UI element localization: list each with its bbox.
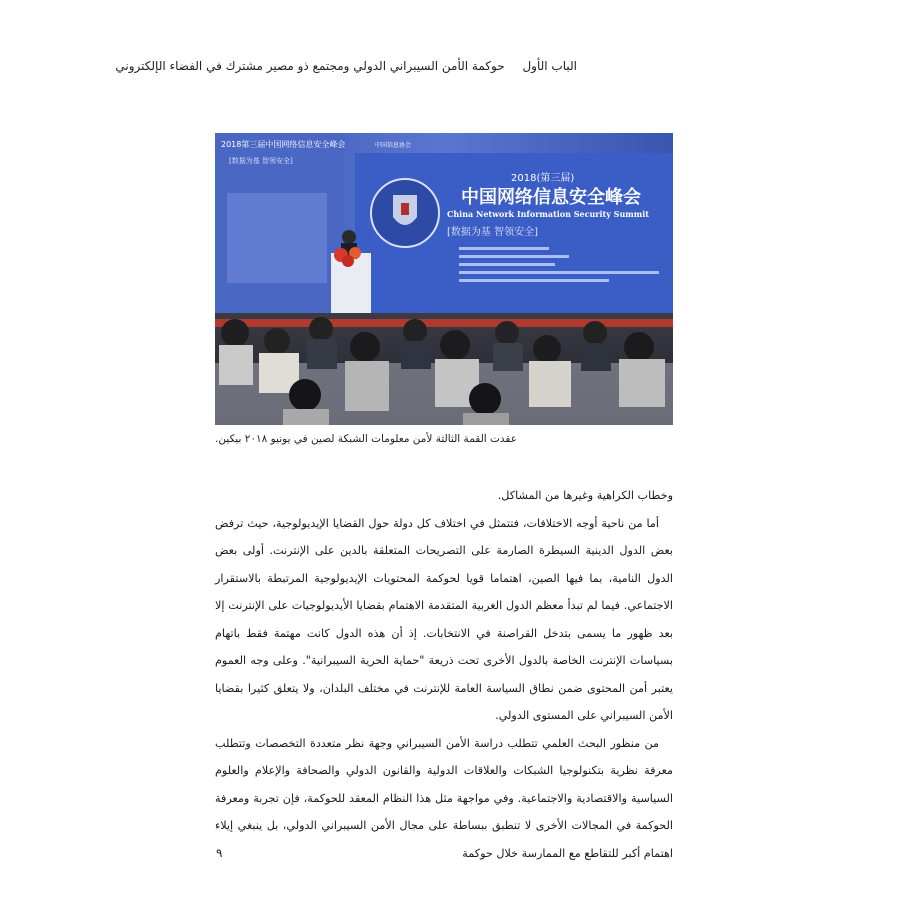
top-logo-text: 中国信息协会: [375, 142, 412, 149]
page-number: ٩: [216, 846, 223, 860]
paragraph: أما من ناحية أوجه الاختلافات، فتتمثل في اختلاف كل دولة حول القضايا الإيديولوجية، حيث ترفض بعض الدول الدينية السيطرة الصارمة على التصريحات المتعلقة بالدين على الإنترنت. أولى بعض الدول النامية، بما فيها الصين، اهتماما قويا لحوكمة المحتويات الإيديولوجية المرتبطة بالاستقرار الاجتماعي. فيما لم تبدأ معظم الدول الغربية المتقدمة الاهتمام بقضايا الأيديولوجيات على الإنترنت إلا بعد ظهور ما يسمى بتدخل القراصنة في الانتخابات. إذ أن هذه الدول كانت مهتمة فقط باتهام بسياسات الإنترنت الخاصة بالدول الأخرى تحت ذريعة "حماية الحرية السيبرانية". وعلى وجه العموم يعتبر أمن المحتوى ضمن نطاق السياسة العامة للإنترنت في مختلف البلدان، ولا يتعلق كثيرا بقضايا الأمن السيبراني على المستوى الدولي.: [215, 516, 673, 722]
summit-photo-illustration: [215, 133, 673, 425]
summit-title-en: China Network Information Security Summit: [447, 209, 649, 219]
paragraph: من منظور البحث العلمي تتطلب دراسة الأمن السيبراني وجهة نظر متعددة التخصصات وتتطلب معرفة نظرية بتكنولوجيا الشبكات والعلاقات الدولية والقانون الدولي والصحافة والإعلام والعلوم السياسية والاقتصادية والاجتماعية. وفي مواجهة مثل هذا النظام المعقد للحوكمة، فإن تجربة ومعرفة الحوكمة في المجالات الأخرى لا تنطبق ببساطة على مجال الأمن السيبراني الدولي، بل ينبغي إيلاء اهتمام أكبر للتقاطع مع الممارسة خلال حوكمة: [215, 736, 673, 860]
chapter-label: الباب الأول: [522, 59, 577, 73]
summit-photo: [215, 133, 673, 425]
body-text: [215, 482, 673, 867]
running-header: [115, 59, 577, 73]
photo-caption: عقدت القمة الثالثة لأمن معلومات الشبكة لصين في يونيو ٢٠١٨ بيكين.: [215, 433, 517, 445]
summit-slogan: [数据为基 智领安全]: [447, 227, 538, 238]
chapter-title: حوكمة الأمن السيبراني الدولي ومجتمع ذو مصير مشترك في الفضاء الإلكتروني: [115, 59, 505, 73]
paragraph: وخطاب الكراهية وغيرها من المشاكل.: [497, 489, 673, 502]
left-banner-title: 2018第三届中国网络信息安全峰会: [221, 140, 346, 149]
summit-year: 2018(第三届): [511, 173, 575, 184]
left-banner-slogan: [数据为基 智领安全]: [229, 157, 293, 165]
summit-title-cn: 中国网络信息安全峰会: [461, 187, 641, 208]
